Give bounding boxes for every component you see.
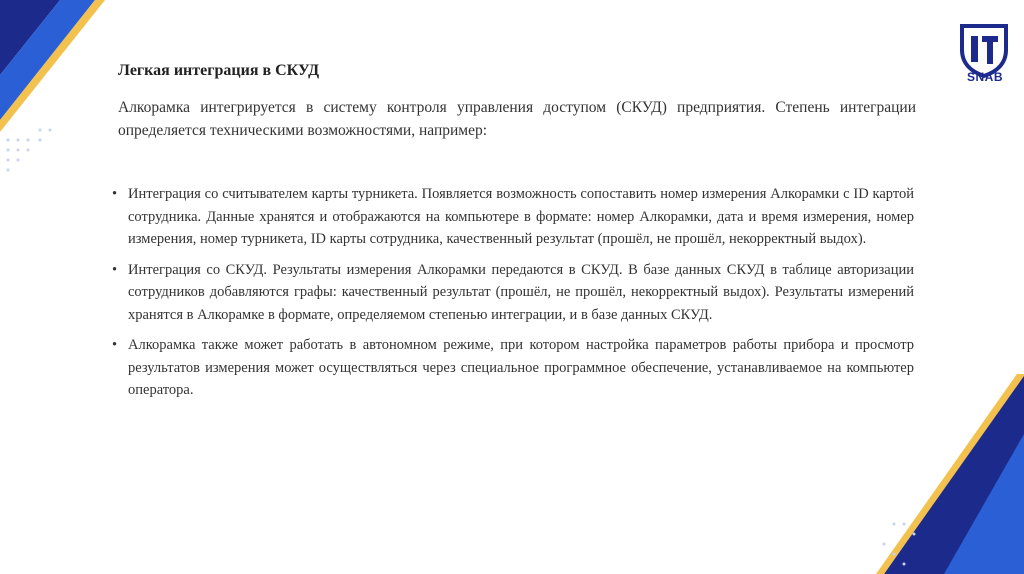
bullet-item <box>108 259 914 327</box>
logo-text: SNAB <box>966 70 1003 84</box>
bullet-marker: • <box>112 261 118 278</box>
bullet-marker: • <box>112 337 118 353</box>
intro-paragraph: Алкорамка интегрируется в систему контроля управления доступом (СКУД) предприятия. Степень интеграции определяется техническими возможностями, например: <box>118 99 916 139</box>
bullet-list <box>108 183 914 410</box>
corner-decoration-top-left <box>0 0 120 180</box>
bullet-text: Интеграция со считывателем карты турникета. Появляется возможность сопоставить номер измерения Алкорамки с ID картой сотрудника. Данные хранятся и отображаются на компьютере в формате: номер Алкорамки, дата и время измерения, номер измерения, номер турникета, ID карты сотрудника, качественный результат (прошёл, не прошёл, некорректный выдох). <box>128 186 914 247</box>
bullet-text: Алкорамка также может работать в автономном режиме, при котором настройка параметров работы прибора и просмотр результатов измерения может осуществляться через специальное программное обеспечение, устанавливаемое на компьютер оператора. <box>128 337 914 398</box>
bullet-marker: • <box>112 186 118 202</box>
slide-title: Легкая интеграция в СКУД <box>118 62 320 79</box>
bullet-item <box>108 183 914 251</box>
bullet-text: Интеграция со СКУД. Результаты измерения Алкорамки передаются в СКУД. В базе данных СКУД в таблице авторизации сотрудников добавляются графы: качественный результат (прошёл, не прошёл, некорректный выдох). Результаты измерений хранятся в Алкорамке в формате, определяемом степенью интеграции, и в базе данных СКУД. <box>128 261 914 323</box>
bullet-item <box>108 334 914 402</box>
